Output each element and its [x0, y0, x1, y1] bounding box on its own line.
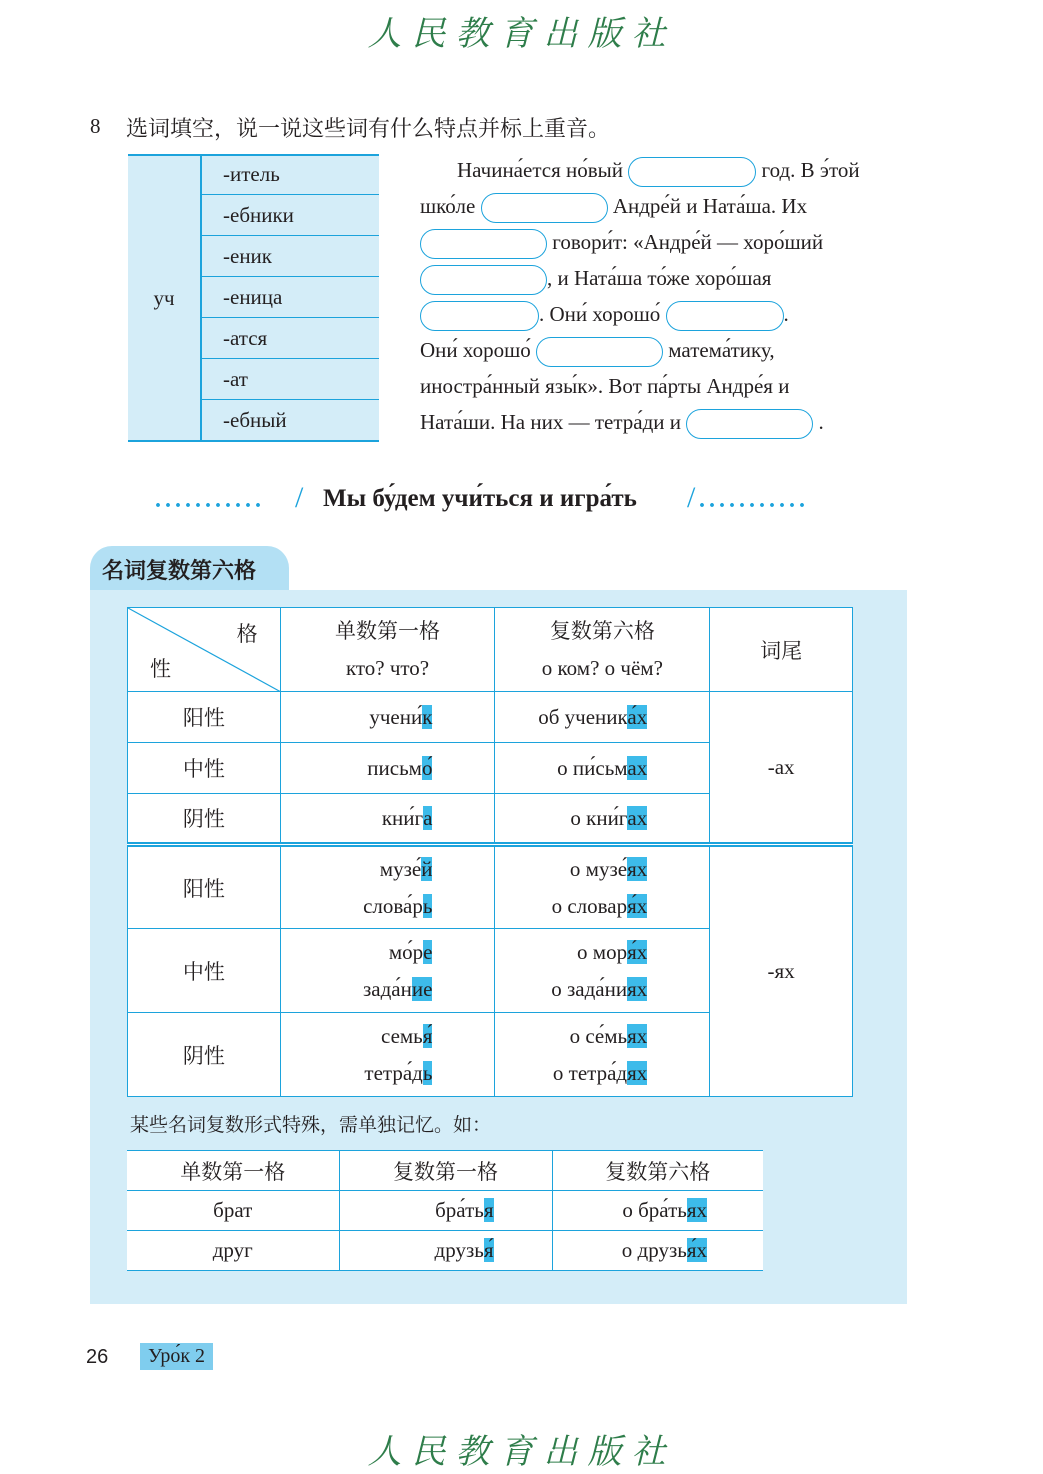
answer-blank[interactable] [420, 265, 547, 295]
table-row: 阳性 музе́й слова́рь о музе́ях о словаря́х -ях [128, 845, 853, 929]
table-header-row: 单数第一格 复数第一格 复数第六格 [127, 1151, 763, 1191]
header-case: 格 [236, 622, 258, 646]
section-title: Мы бу́дем учи́ться и игра́ть [323, 485, 637, 512]
answer-blank[interactable] [536, 337, 663, 367]
passage-text: . [818, 410, 824, 434]
exercise-title: 选词填空，说一说这些词有什么特点并标上重音。 [126, 117, 611, 142]
suffix-item: -еница [202, 277, 379, 318]
special-forms-table [127, 1150, 763, 1271]
suffix-item: -итель [202, 154, 379, 195]
word-root: уч [128, 154, 202, 442]
answer-blank[interactable] [481, 193, 608, 223]
answer-blank[interactable] [420, 301, 539, 331]
table-row: 阴性 кни́га о кни́гах [128, 794, 853, 845]
ending-ah: -ах [710, 692, 853, 845]
publisher-logo-top: 人民教育出版社 [367, 14, 676, 54]
grammar-tab-title: 名词复数第六格 [90, 546, 289, 592]
answer-blank[interactable] [666, 301, 784, 331]
passage-text: . Они́ хорошо́ [539, 302, 661, 326]
suffix-item: -атся [202, 318, 379, 359]
passage-text: матема́тику, [668, 338, 775, 362]
grammar-table [127, 607, 853, 1097]
passage-text: год. В э́той [761, 158, 860, 182]
suffix-item: -ебники [202, 195, 379, 236]
passage-text: Начина́ется но́вый [457, 158, 623, 182]
header-plural: 复数第六格 о ком? о чём? [495, 608, 710, 692]
answer-blank[interactable] [686, 409, 813, 439]
table-row: брат бра́тья о бра́тьях [127, 1191, 763, 1231]
passage-text: шко́ле [420, 194, 476, 218]
suffix-item: -ат [202, 359, 379, 400]
page-number: 26 [86, 1346, 109, 1368]
passage-text: Андре́й и Ната́ша. Их [612, 194, 808, 218]
word-table [128, 154, 379, 442]
passage-text: , и Ната́ша то́же хоро́шая [547, 266, 772, 290]
table-row: 阴性 семья́ тетра́дь о се́мьях о тетра́дях [128, 1013, 853, 1097]
lesson-label: Уро́к 2 [140, 1343, 213, 1370]
answer-blank[interactable] [420, 229, 547, 259]
suffix-item: -ебный [223, 408, 287, 432]
passage-text: Они́ хорошо́ [420, 338, 531, 362]
passage-text: Ната́ши. На них — тетра́ди и [420, 410, 681, 434]
table-row: 中性 письмо́ о пи́сьмах [128, 743, 853, 794]
publisher-logo-bottom: 人民教育出版社 [367, 1432, 676, 1472]
header-singular: 单数第一格 кто? что? [280, 608, 495, 692]
passage-text: иностра́нный язы́к». Вот па́рты Андре́я и [420, 374, 790, 398]
table-row: друг друзья́ о друзья́х [127, 1231, 763, 1271]
table-row: 阳性 учени́к об ученика́х -ах [128, 692, 853, 743]
passage-text: говори́т: «Андре́й — хоро́ший [552, 230, 824, 254]
diagonal-header-cell [128, 608, 281, 692]
header-ending: 词尾 [710, 608, 853, 692]
table-row: 中性 мо́ре зада́ние о моря́х о зада́ниях [128, 929, 853, 1013]
passage-text: . [783, 302, 789, 326]
header-gender: 性 [150, 657, 171, 681]
ending-yah: -ях [710, 845, 853, 1097]
exercise-number: 8 [90, 114, 101, 138]
answer-blank[interactable] [628, 157, 756, 187]
section-header: ........... / Мы бу́дем учи́ться и игра́ть / ........... [155, 481, 809, 514]
special-forms-note: 某些名词复数形式特殊，需单独记忆。如： [130, 1114, 492, 1136]
suffix-item: -еник [202, 236, 379, 277]
